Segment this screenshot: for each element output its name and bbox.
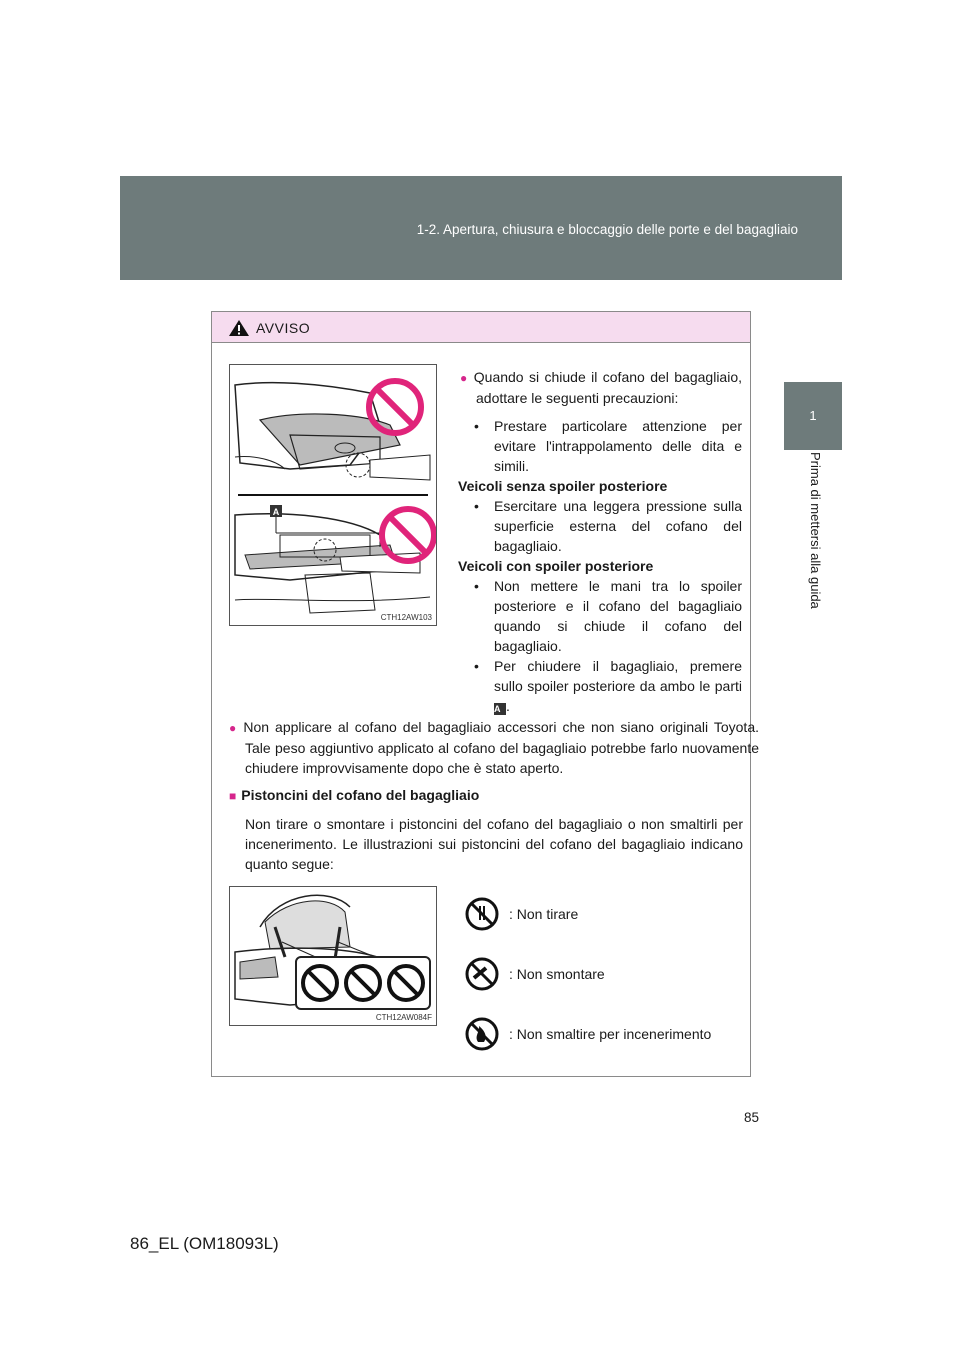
warning-triangle-icon <box>228 319 250 337</box>
closing-intro: ● Quando si chiude il cofano del bagagliaio, adottare le seguenti precauzioni: <box>460 369 743 406</box>
illustration1-code: CTH12AW103 <box>380 613 432 622</box>
callout-tag-a: A <box>494 703 506 715</box>
closing-item-1: • Prestare particolare attenzione per evitare l'intrappolamento delle dita e simili. <box>474 418 742 474</box>
header-band <box>120 176 842 280</box>
section-title: 1-2. Apertura, chiusura e bloccaggio delle porte e del bagagliaio <box>416 222 798 237</box>
struts-drawing <box>230 887 436 1025</box>
legend-label: : Non smaltire per incenerimento <box>509 1026 712 1042</box>
warning-box <box>211 311 759 1077</box>
no-spoiler-heading: Veicoli senza spoiler posteriore <box>458 478 668 494</box>
legend-label: : Non tirare <box>509 906 579 922</box>
chapter-side-label <box>803 452 823 652</box>
chapter-label-text: Prima di mettersi alla guida <box>808 452 823 609</box>
footer-code: 86_EL (OM18093L) <box>130 1234 279 1253</box>
warning-title: AVVISO <box>256 320 311 336</box>
struts-heading: ■ Pistoncini del cofano del bagagliaio <box>229 787 480 803</box>
no-pull-icon <box>464 896 500 932</box>
trunk-closing-drawing <box>230 365 436 625</box>
closing-precautions <box>460 367 742 716</box>
bullet-dot: ● <box>229 721 239 735</box>
no-disassemble-icon <box>464 956 500 992</box>
illustration2-code: CTH12AW084F <box>375 1013 432 1022</box>
legend-label: : Non smontare <box>509 966 605 982</box>
struts-text: Non tirare o smontare i pistoncini del cofano del bagagliaio o non smaltirli per incenerimento. Le illustrazioni sui pistoncini del cofano del bagagliaio indicano quanto segue: <box>245 816 743 872</box>
no-incinerate-icon <box>464 1016 500 1052</box>
spoiler-heading: Veicoli con spoiler posteriore <box>458 558 654 574</box>
trunk-closing-illustration <box>229 364 437 626</box>
illustration-callout-a: A <box>272 507 280 517</box>
warning-header <box>212 312 750 343</box>
chapter-tab: 1 <box>784 382 842 450</box>
page-number: 85 <box>744 1110 760 1125</box>
no-spoiler-item: • Esercitare una leggera pressione sulla superficie esterna del cofano del bagagliaio. <box>474 498 742 554</box>
struts-illustration <box>229 886 437 1026</box>
accessories-warning: ● Non applicare al cofano del bagagliaio accessori che non siano originali Toyota. Tale peso aggiuntivo applicato al cofano del bagagliaio potrebbe farlo nuovamente chiudere improvvisamente dopo che è stato aperto. <box>229 719 759 776</box>
bullet-dot: ● <box>460 371 469 385</box>
spoiler-item-2: • Per chiudere il bagagliaio, premere sullo spoiler posteriore da ambo le parti A . <box>474 658 742 714</box>
spoiler-item-1: • Non mettere le mani tra lo spoiler posteriore e il cofano del bagagliaio quando si chiude il cofano del bagagliaio. <box>474 578 742 654</box>
square-bullet: ■ <box>229 789 237 803</box>
